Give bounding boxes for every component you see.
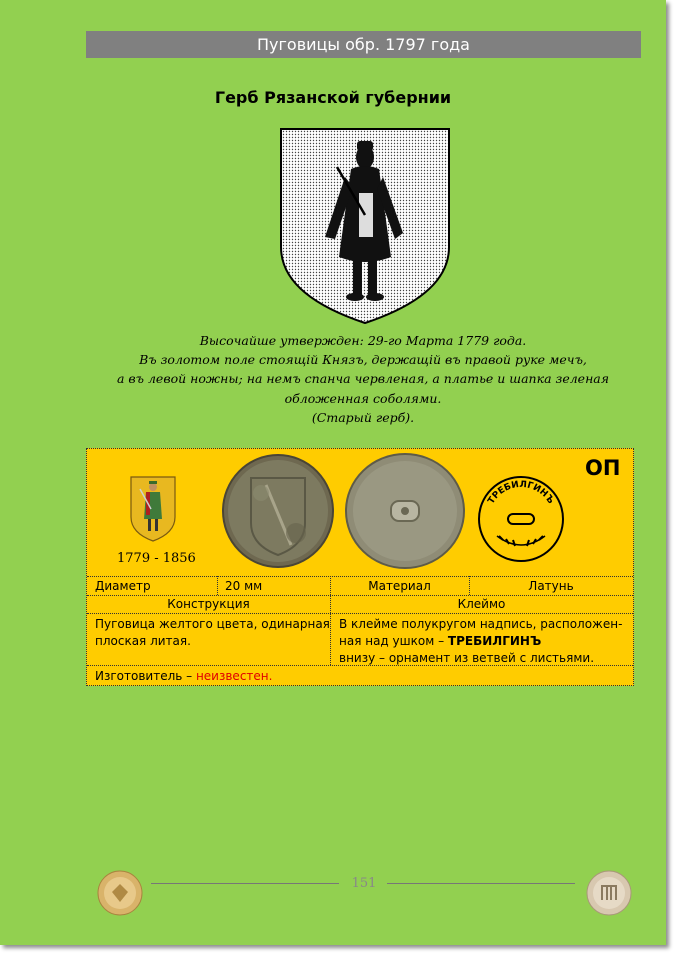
stamp-inscription-bold: ТРЕБИЛГИНЪ (447, 634, 542, 648)
description-line: обложенная соболями. (284, 390, 442, 406)
coat-of-arms-color-icon (129, 475, 177, 543)
maker-value: неизвестен. (195, 669, 273, 683)
years-range: 1779 - 1856 (117, 551, 196, 566)
page-number: 151 (351, 876, 377, 891)
footer-rule-right (387, 883, 575, 884)
footer-left-coin-icon (97, 870, 143, 916)
maker-line (95, 669, 272, 683)
coat-of-arms-image (279, 127, 451, 325)
description-line: Въ золотом поле стоящiй Князъ, держащiй въ правой руке мечъ, (139, 352, 587, 368)
button-back-image (345, 453, 465, 569)
maker-label: Изготовитель – (95, 669, 196, 683)
button-card (86, 448, 634, 686)
construction-label: Конструкция (167, 597, 250, 611)
material-label: Материал (368, 579, 431, 593)
button-front-image (221, 453, 335, 569)
stamp-description-line (339, 633, 622, 650)
stamp-inscription: ТРЕБИЛГИНЪ (486, 479, 556, 506)
description-line: (Старый герб). (311, 409, 415, 425)
description-line: а въ левой ножны; на немъ спанча червленая, а платье и шапка зеленая (116, 371, 610, 387)
diameter-label: Диаметр (95, 579, 151, 593)
table-divider (87, 595, 633, 596)
construction-text (95, 616, 330, 650)
table-divider (87, 613, 633, 614)
description-line: Высочайше утвержден: 29-го Марта 1779 года. (199, 333, 527, 348)
table-divider (217, 576, 218, 595)
footer-rule-left (151, 883, 339, 884)
button-code: ОП (585, 456, 621, 480)
stamp-description (339, 616, 622, 667)
coat-description (90, 331, 636, 427)
material-value: Латунь (528, 579, 574, 593)
table-divider (87, 576, 633, 577)
stamp-description-line: внизу – орнамент из ветвей с листьями. (339, 651, 595, 665)
diameter-value: 20 мм (225, 579, 263, 593)
construction-text-line: Пуговица желтого цвета, одинарная (95, 617, 330, 631)
stamp-description-text: ная над ушком – (339, 634, 448, 648)
page-header: Пуговицы обр. 1797 года (86, 31, 641, 58)
stamp-description-line: В клейме полукругом надпись, расположен- (339, 617, 623, 631)
construction-text-line: плоская литая. (95, 634, 191, 648)
stamp-label: Клеймо (457, 597, 506, 611)
coat-of-arms-title: Герб Рязанской губернии (214, 88, 452, 107)
stamp-drawing (475, 474, 567, 564)
footer-right-coin-icon (586, 870, 632, 916)
